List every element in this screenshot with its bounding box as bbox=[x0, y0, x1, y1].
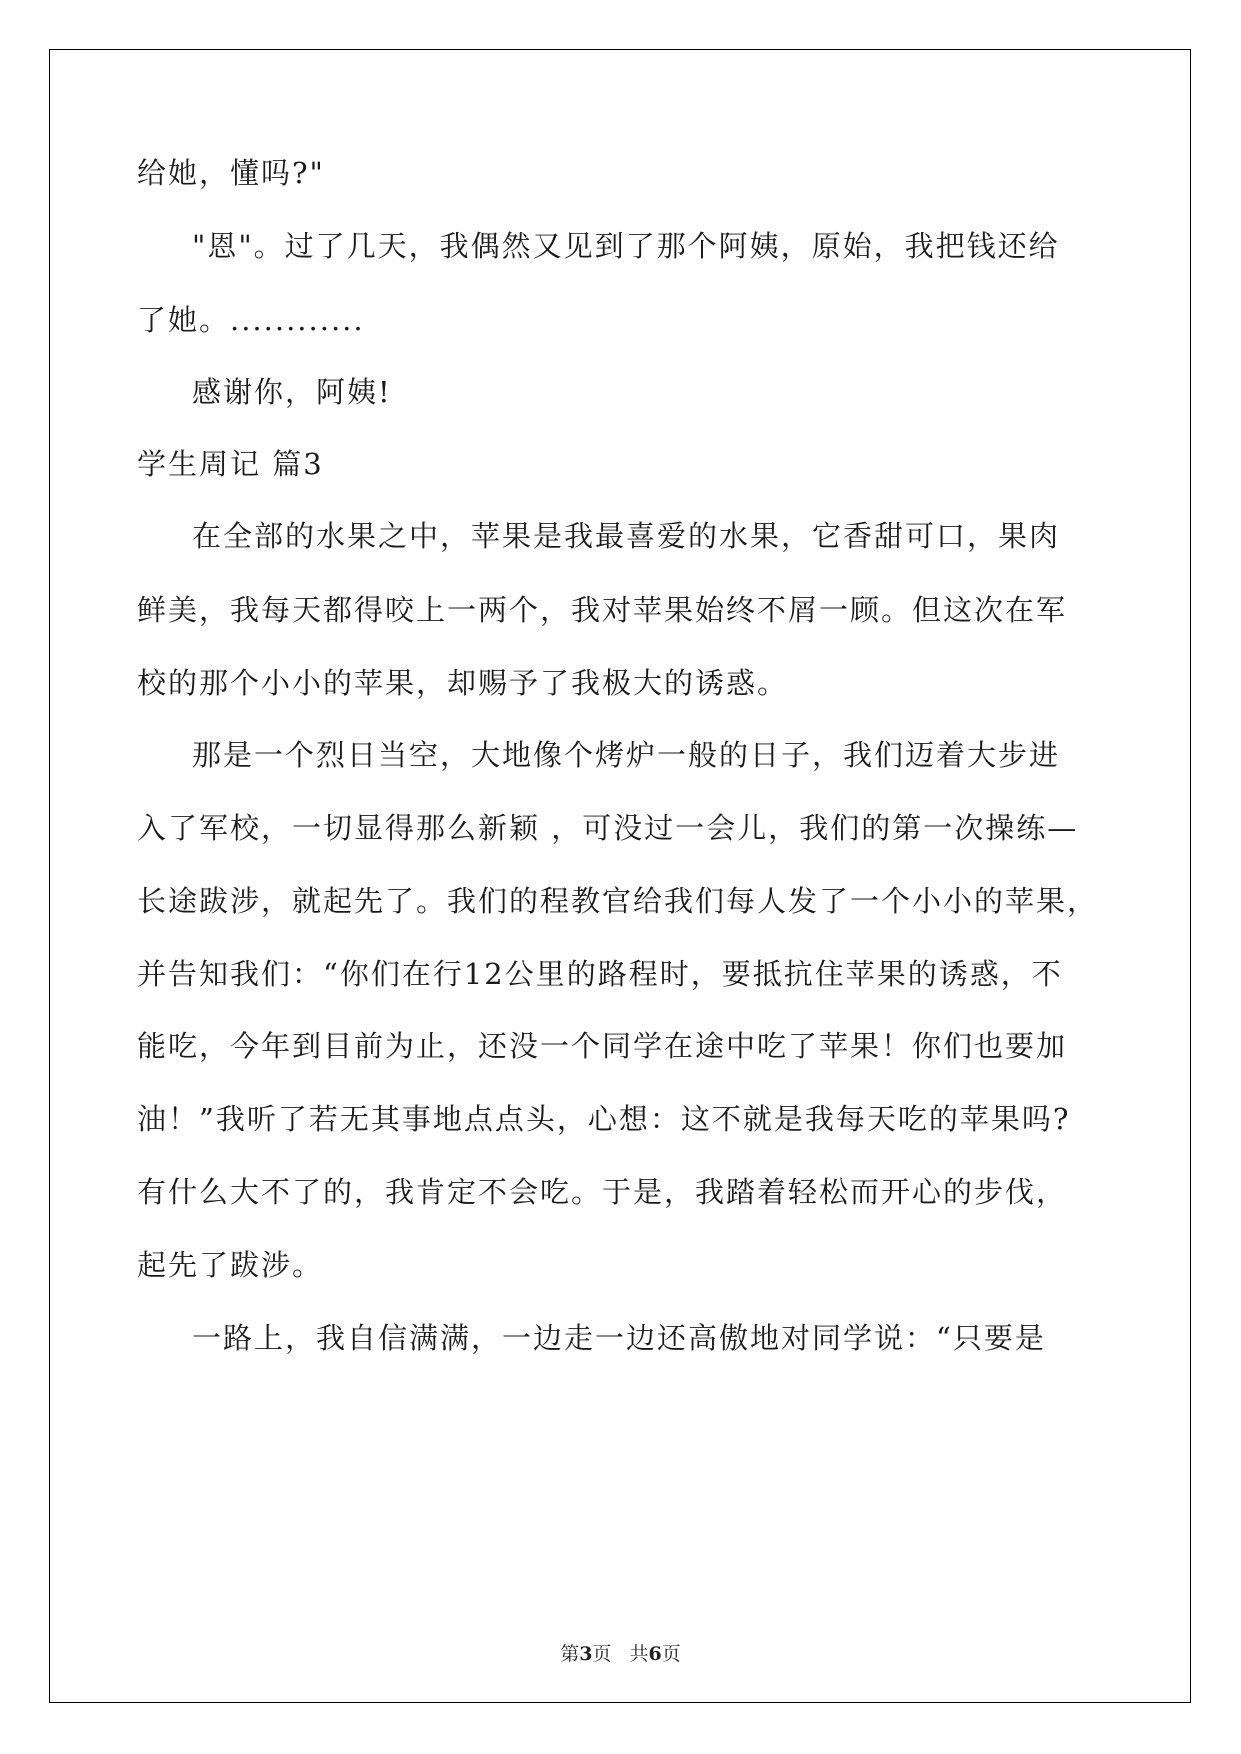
page-footer bbox=[0, 1642, 1241, 1666]
text-line-13: 能吃，今年到目前为止，还没一个同学在途中吃了苹果！你们也要加 bbox=[137, 1029, 1068, 1063]
text-line-17: 一路上，我自信满满，一边走一边还高傲地对同学说：“只要是 bbox=[192, 1321, 1046, 1355]
text-line-9: 那是一个烈日当空，大地像个烤炉一般的日子，我们迈着大步进 bbox=[192, 738, 1061, 772]
text-line-12: 并告知我们：“你们在行12公里的路程时，要抵抗住苹果的诱惑，不 bbox=[137, 957, 1063, 991]
text-line-11: 长途跋涉，就起先了。我们的程教官给我们每人发了一个小小的苹果， bbox=[137, 884, 1099, 918]
text-line-7: 鲜美，我每天都得咬上一两个，我对苹果始终不屑一顾。但这次在军 bbox=[137, 593, 1068, 627]
footer-prefix: 第 bbox=[560, 1643, 580, 1665]
text-line-10: 入了军校，一切显得那么新颖 ，可没过一会儿，我们的第一次操练— bbox=[137, 811, 1079, 845]
footer-page-number: 3 bbox=[579, 1643, 593, 1665]
text-line-15: 有什么大不了的，我肯定不会吃。于是，我踏着轻松而开心的步伐， bbox=[137, 1175, 1068, 1209]
text-line-2: "恩"。过了几天，我偶然又见到了那个阿姨，原始，我把钱还给 bbox=[192, 229, 1060, 263]
section-heading: 学生周记 篇3 bbox=[137, 447, 324, 481]
footer-total-prefix: 共 bbox=[629, 1643, 649, 1665]
text-line-4: 感谢你，阿姨! bbox=[192, 375, 392, 409]
text-line-16: 起先了跋涉。 bbox=[137, 1248, 324, 1282]
footer-total-suffix: 页 bbox=[661, 1643, 681, 1665]
text-line-6: 在全部的水果之中，苹果是我最喜爱的水果，它香甜可口，果肉 bbox=[192, 519, 1061, 553]
page-border bbox=[49, 49, 1191, 1703]
footer-page-suffix: 页 bbox=[592, 1643, 612, 1665]
text-line-14: 油！”我听了若无其事地点点头，心想：这不就是我每天吃的苹果吗? bbox=[137, 1102, 1071, 1136]
text-line-8: 校的那个小小的苹果，却赐予了我极大的诱惑。 bbox=[137, 666, 789, 700]
footer-total-pages: 6 bbox=[648, 1643, 662, 1665]
text-line-3: 了她。............ bbox=[137, 303, 365, 337]
text-line-1: 给她，懂吗?" bbox=[137, 156, 325, 190]
